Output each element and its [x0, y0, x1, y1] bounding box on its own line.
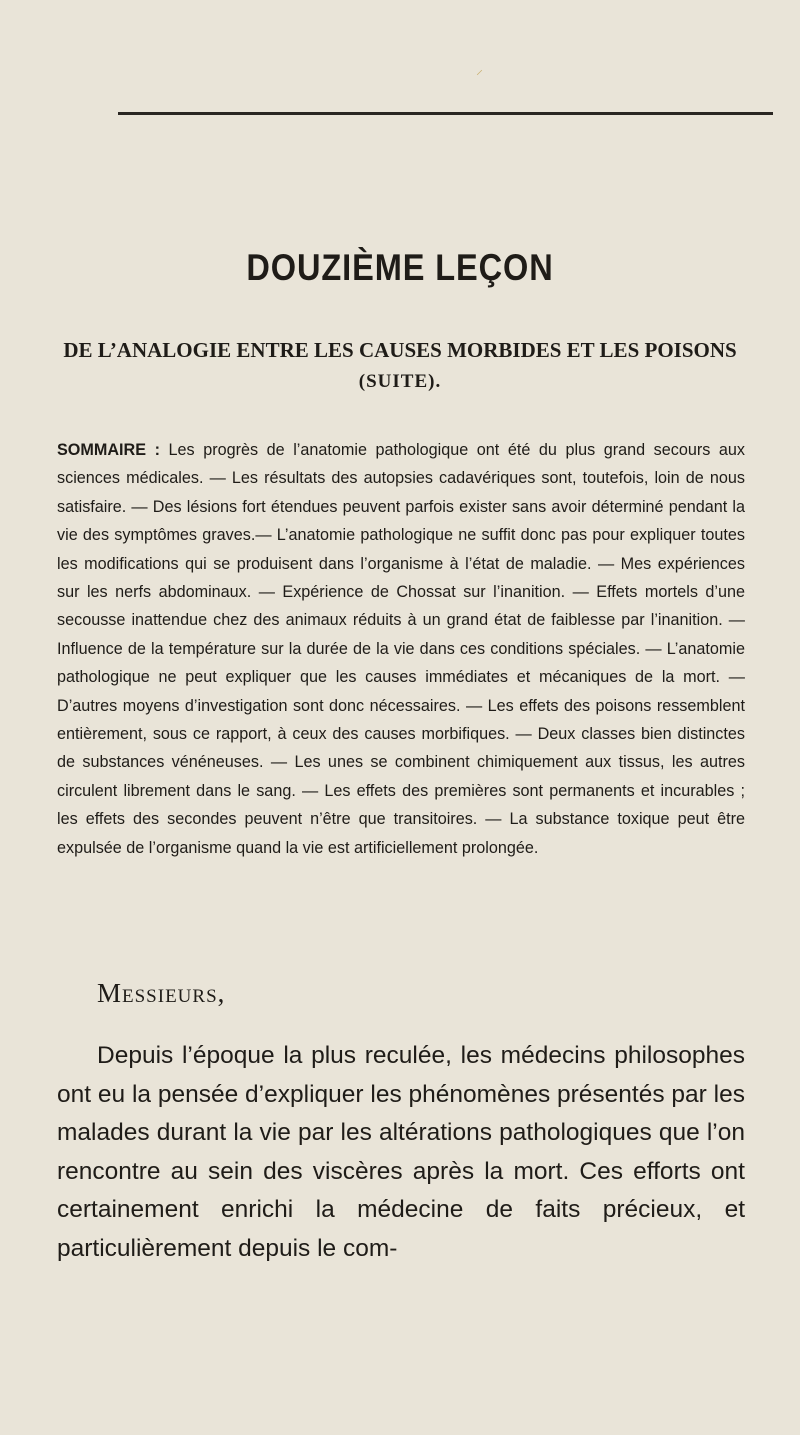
main-paragraph: Depuis l’époque la plus reculée, les médecins philosophes ont eu la pensée d’expliquer les phénomènes présentés par les malades durant la vie par les altérations pathologiques que l’on rencontre au sein des viscères après la mort. Ces efforts ont certainement enrichi la médecine de faits précieux, et particulièrement depuis le com-: [57, 1042, 745, 1262]
summary-text: Les progrès de l’anatomie pathologique ont été du plus grand secours aux sciences médicales. — Les résultats des autopsies cadavériques sont, toutefois, loin de nous satisfaire. — Des lésions fort étendues peuvent parfois exister sans avoir déterminé pendant la vie des symptômes graves.— L’anatomie pathologique ne suffit donc pas pour expliquer toutes les modifications qui se produisent dans l’organisme à l’état de maladie. — Mes expériences sur les nerfs abdominaux. — Expérience de Chossat sur l’inanition. — Effets mortels d’une secousse inattendue chez des animaux réduits à un grand état de faiblesse par l’inanition. — Influence de la température sur la durée de la vie dans ces conditions spéciales. — L’anatomie pathologique ne peut expliquer que les causes immédiates et mécaniques de la mort. — D’autres moyens d’investigation sont donc nécessaires. — Les effets des poisons ressemblent entièrement, sous ce rapport, à ceux des causes morbifiques. — Deux classes bien distinctes de substances vénéneuses. — Les unes se combinent chimiquement aux tissus, les autres circulent librement dans le sang. — Les effets des premières sont permanents et incurables ; les effets des secondes peuvent n’être que transitoires. — La substance toxique peut être expulsée de l’organisme quand la vie est artificiellement prolongée.: [57, 441, 746, 857]
ink-mark: ⸝: [476, 63, 483, 78]
top-rule: [118, 112, 773, 115]
summary-label: SOMMAIRE :: [57, 441, 160, 459]
subtitle-line-1: DE L’ANALOGIE ENTRE LES CAUSES MORBIDES ET LES POISONS: [63, 338, 737, 362]
salutation: Messieurs,: [97, 978, 226, 1008]
summary-block: [57, 436, 745, 862]
subtitle-line-2: (SUITE).: [358, 371, 442, 392]
chapter-subtitle: [0, 334, 800, 398]
page-heading: DOUZIÈME LEÇON: [246, 247, 554, 288]
